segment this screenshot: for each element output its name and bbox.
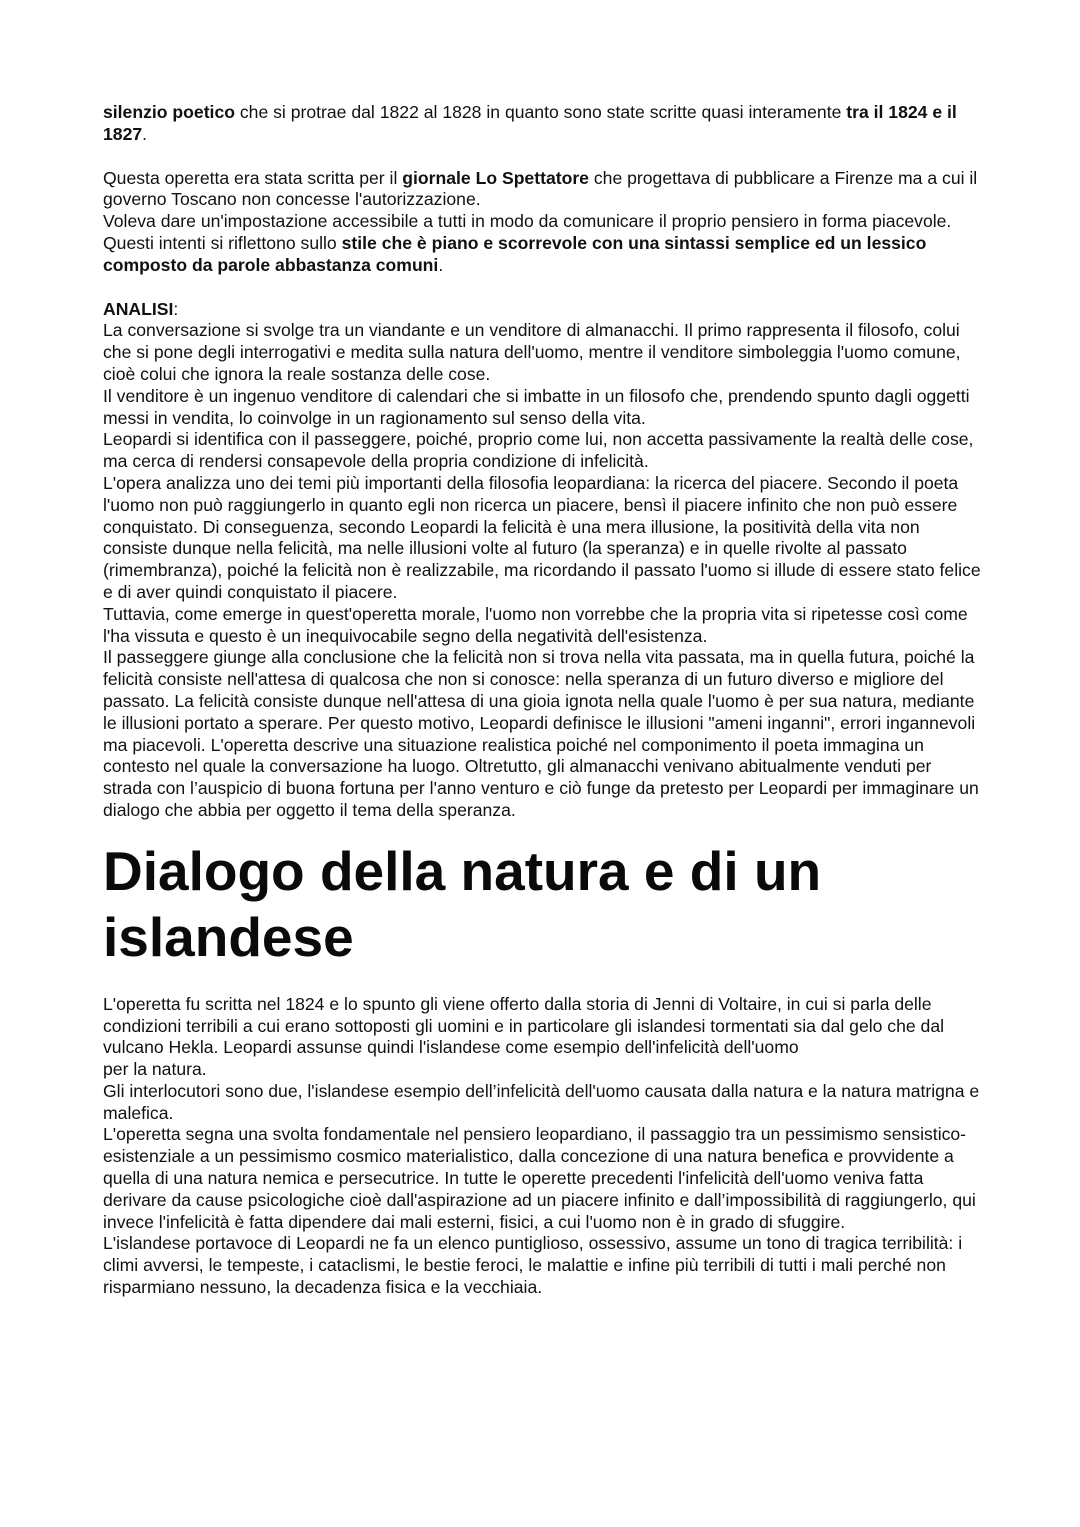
text-span: Voleva dare un'impostazione accessibile a tutti in modo da comunicare il proprio pensiero in forma piacevole. Questi intenti si riflettono sullo (103, 211, 952, 253)
bold-text: silenzio poetico (103, 102, 235, 122)
section-paragraph: L'islandese portavoce di Leopardi ne fa un elenco puntiglioso, ossessivo, assume un tono di tragica terribilità: i climi avversi, le tempeste, i cataclismi, le bestie feroci, le malattie e infine più terribili di tutti i mali perché non risparmiano nessuno, la decadenza fisica e la vecchiaia. (103, 1233, 963, 1298)
bold-text: tra il 1824 e il 1827 (103, 102, 957, 144)
context-paragraph (103, 168, 983, 212)
text-span: . (142, 123, 148, 144)
bold-text: stile che è piano e scorrevole con una sintassi semplice ed un lessico composto da parole abbastanza comuni (103, 232, 927, 275)
section-paragraph: Gli interlocutori sono due, l'islandese esempio dell’infelicità dell'uomo causata dalla natura e la natura matrigna e malefica. (103, 1080, 980, 1123)
document-page (103, 102, 983, 1299)
analisi-paragraph: La conversazione si svolge tra un viandante e un venditore di almanacchi. Il primo rappresenta il filosofo, colui che si pone degli interrogativi e medita sulla natura dell'uomo, mentre il venditore simboleggia l'uomo comune, cioè colui che ignora la reale sostanza delle cose. (103, 320, 961, 384)
analisi-paragraph: L'opera analizza uno dei temi più importanti della filosofia leopardiana: la ricerca del piacere. Secondo il poeta l'uomo non può raggiungerlo in quanto egli non ricerca un piacere, bensì il piacere infinito che non può essere conquistato. Di conseguenza, secondo Leopardi la felicità è una mera illusione, la positività della vita non consiste dunque nella felicità, ma nelle illusioni volte al futuro (la speranza) e in quelle rivolte al passato (rimembranza), poiché la felicità non è realizzabile, ma ricordando il passato l'uomo si illude di essere stato felice e di aver quindi conquistato il piacere. (103, 472, 981, 602)
text-span: che progettava di pubblicare a Firenze ma a cui il governo Toscano non concesse l'autorizzazione. (103, 167, 978, 210)
analisi-paragraph: Tuttavia, come emerge in quest'operetta morale, l'uomo non vorrebbe che la propria vita si ripetesse così come l'ha vissuta e questo è un inequivocabile segno della negatività dell'esistenza. (103, 603, 968, 646)
text-span: . (438, 254, 444, 275)
section-paragraph: per la natura. (103, 1059, 207, 1080)
analisi-paragraph: Leopardi si identifica con il passeggere, poiché, proprio come lui, non accetta passivamente la realtà delle cose, ma cerca di rendersi consapevole della propria condizione di infelicità. (103, 429, 974, 472)
analisi-colon: : (173, 298, 179, 319)
style-paragraph (103, 211, 983, 276)
analisi-heading (103, 299, 983, 321)
section-paragraph: L'operetta segna una svolta fondamentale nel pensiero leopardiano, il passaggio tra un pessimismo sensistico-esistenziale a un pessimismo cosmico materialistico, dalla concezione di una natura benefica e provvidente a quella di una natura nemica e persecutrice. In tutte le operette precedenti l'infelicità dell'uomo veniva fatta derivare da cause psicologiche cioè dall'aspirazione ad un piacere infinito e dall’impossibilità di raggiungerlo, qui invece l'infelicità è fatta dipendere dai mali esterni, fisici, a cui l'uomo non è in grado di sfuggire. (103, 1124, 976, 1232)
text-span: Questa operetta era stata scritta per il (103, 167, 403, 188)
section-title: Dialogo della natura e di un islandese (103, 839, 822, 968)
analisi-paragraph: Il passeggere giunge alla conclusione che la felicità non si trova nella vita passata, ma in quella futura, poiché la felicità consiste nell'attesa di qualcosa che non si conosce: nella speranza di un futuro diverso e migliore del passato. La felicità consiste dunque nell'attesa di una gioia ignota nella quale l'uomo è per sua natura, mediante le illusioni portato a sperare. Per questo motivo, Leopardi definisce le illusioni "ameni inganni", errori ingannevoli ma piacevoli. L'operetta descrive una situazione realistica poiché nel componimento il poeta immagina un contesto nel quale la conversazione ha luogo. Oltretutto, gli almanacchi venivano abitualmente venduti per strada con l’auspicio di buona fortuna per l'anno venturo e ciò funge da pretesto per Leopardi per immaginare un dialogo che abbia per oggetto il tema della speranza. (103, 647, 979, 820)
text-span: che si protrae dal 1822 al 1828 in quanto sono state scritte quasi interamente (234, 102, 847, 122)
analisi-label: ANALISI (103, 298, 174, 319)
intro-paragraph (103, 102, 983, 146)
bold-text: giornale Lo Spettatore (402, 167, 589, 188)
analisi-paragraph: Il venditore è un ingenuo venditore di calendari che si imbatte in un filosofo che, prendendo spunto dagli oggetti messi in vendita, lo coinvolge in un ragionamento sul senso della vita. (103, 385, 970, 428)
section-paragraph: L'operetta fu scritta nel 1824 e lo spunto gli viene offerto dalla storia di Jenni di Voltaire, in cui si parla delle condizioni terribili a cui erano sottoposti gli uomini e in particolare gli islandesi tormentati sia dal gelo che dal vulcano Hekla. Leopardi assunse quindi l'islandese come esempio dell'infelicità dell'uomo (103, 993, 945, 1058)
